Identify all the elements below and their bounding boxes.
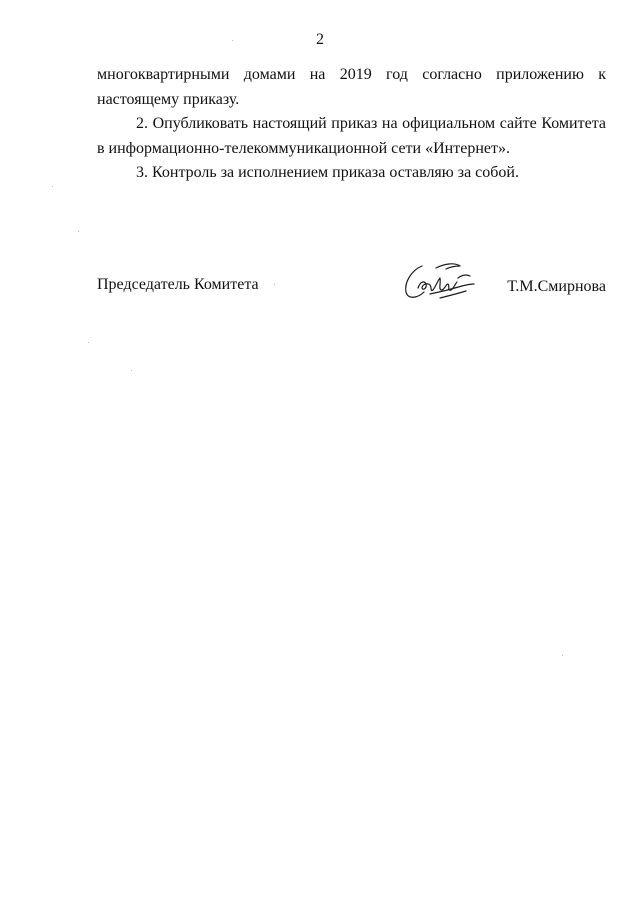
scan-speck [232, 40, 233, 41]
paragraph-control: 3. Контроль за исполнением приказа оставляю за собой. [136, 164, 519, 181]
page-number: 2 [316, 31, 324, 48]
paragraph-continuation: многоквартирными домами на 2019 год согласно приложению к настоящему приказу. [97, 66, 606, 108]
scan-speck [52, 186, 53, 187]
scan-speck [274, 284, 275, 285]
signer-position: Председатель Комитета [97, 276, 259, 293]
signer-name: Т.М.Смирнова [507, 278, 606, 295]
scan-speck [78, 231, 79, 232]
signature-block [97, 258, 606, 308]
paragraph-publish: 2. Опубликовать настоящий приказ на официальном сайте Комитета в информационно-телекоммуникационной сети «Интернет». [97, 115, 606, 157]
handwritten-signature-icon [400, 258, 480, 306]
scan-speck [131, 370, 132, 371]
scan-speck [562, 655, 563, 656]
scan-speck [88, 342, 89, 343]
document-body [97, 63, 606, 186]
